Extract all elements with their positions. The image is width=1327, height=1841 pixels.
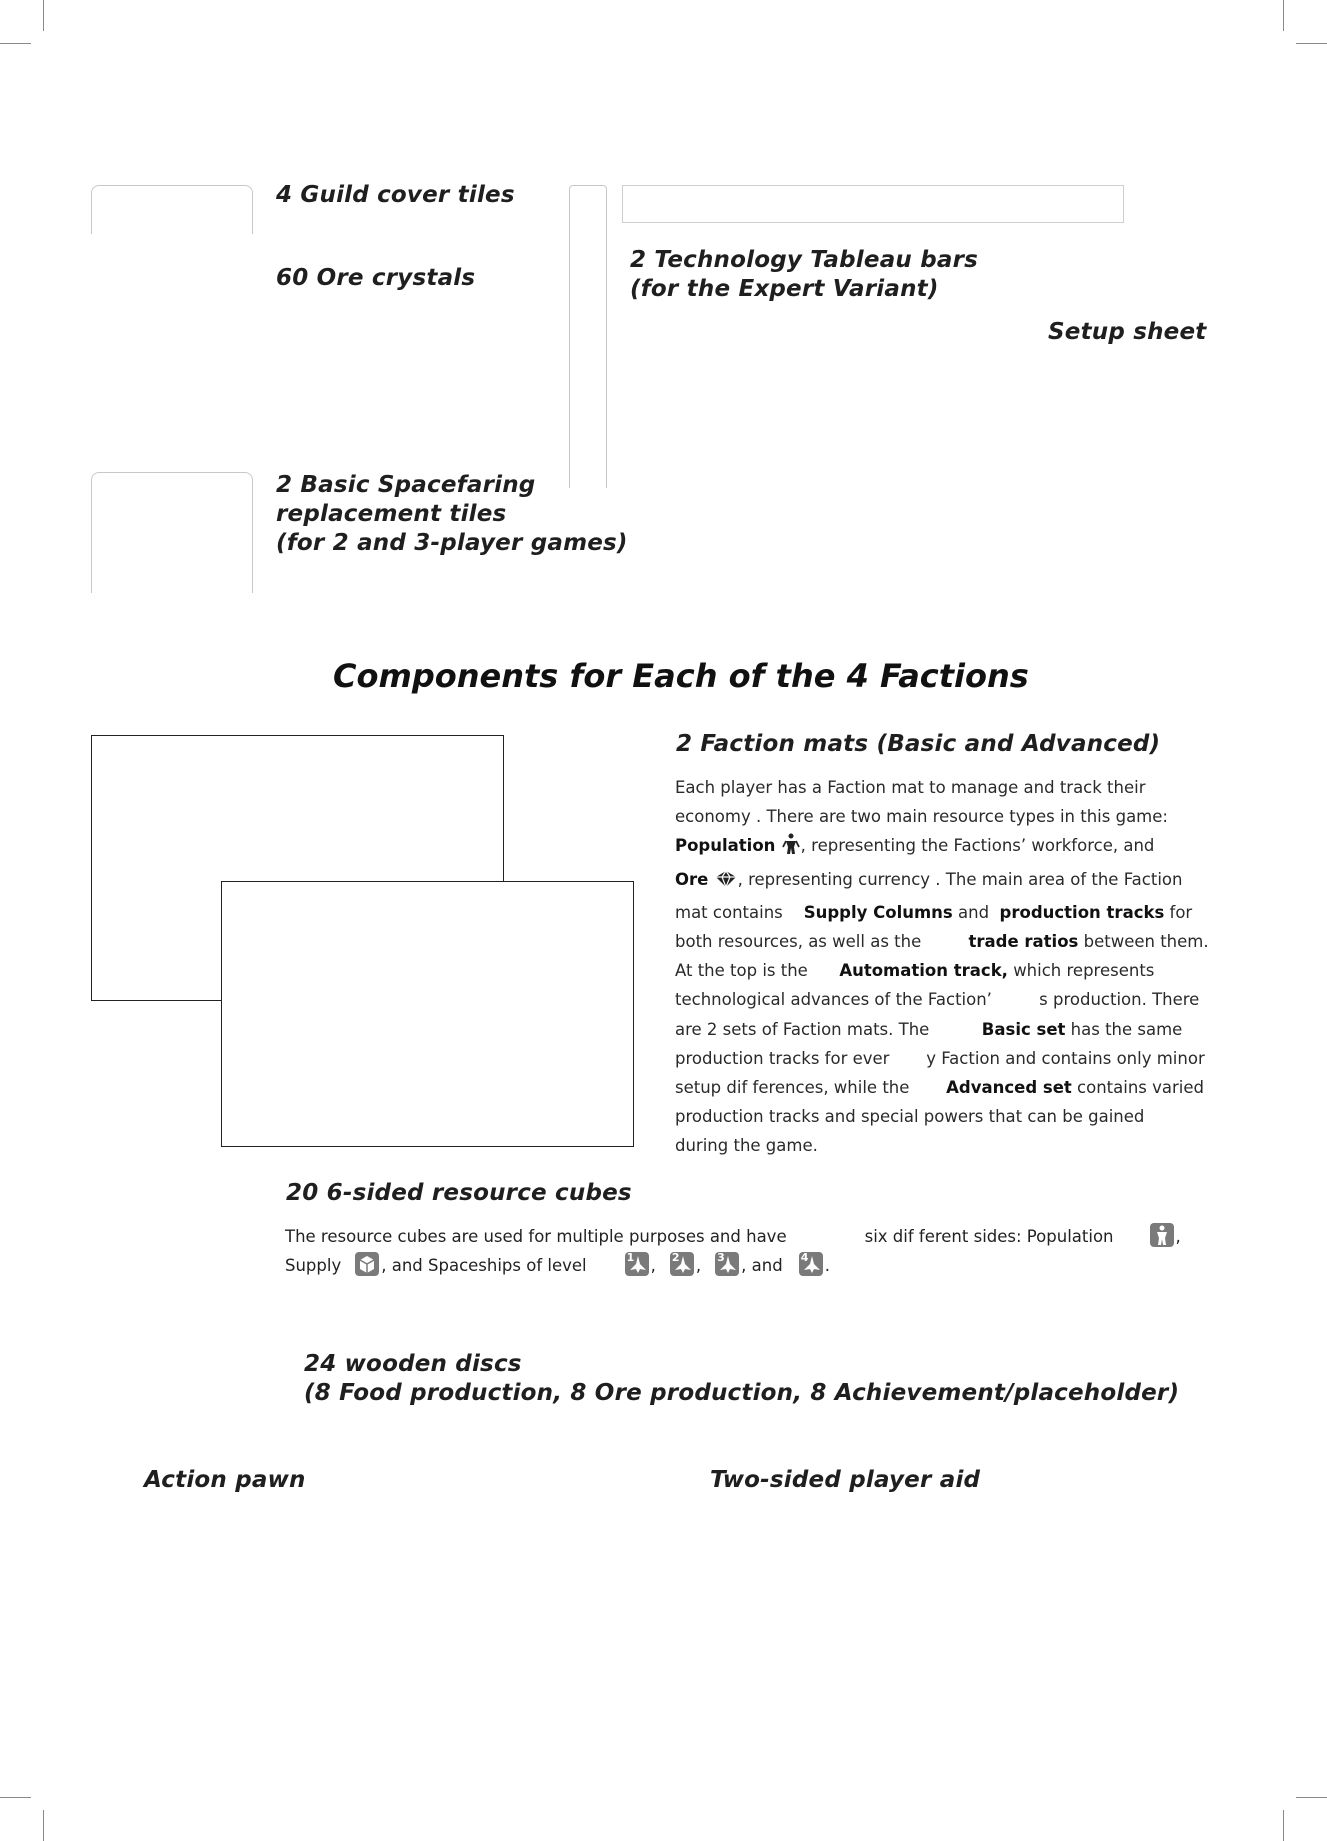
paragraph-line: Population , representing the Factions’ workforce, and (675, 831, 1235, 864)
population-icon (781, 833, 801, 864)
paragraph-line: production tracks for ever y Faction and contains only minor (675, 1048, 1205, 1068)
replacement-tiles-caption-line1: 2 Basic Spacefaring (276, 472, 536, 498)
paragraph-line: Each player has a Faction mat to manage and track their (675, 778, 1146, 797)
tech-tableau-bar-image (569, 185, 607, 488)
replacement-tiles-caption-line2: replacement tiles (276, 501, 507, 527)
action-pawn-caption: Action pawn (144, 1467, 306, 1493)
wooden-discs-caption-line1: 24 wooden discs (304, 1351, 522, 1377)
faction-mats-caption: 2 Faction mats (Basic and Advanced) (676, 731, 1161, 757)
tech-bars-caption-line2: (for the Expert Variant) (630, 276, 939, 302)
crop-mark (1296, 1797, 1327, 1798)
spaceship-level-3-icon: 3 (715, 1252, 739, 1276)
crop-mark (1283, 1810, 1284, 1841)
player-aid-caption: Two-sided player aid (710, 1467, 981, 1493)
replacement-tiles-caption-line3: (for 2 and 3-player games) (276, 530, 628, 556)
guild-cover-tile-image (91, 185, 253, 234)
resource-cubes-line2: Supply , and Spaceships of level 1 , 2 , 3 , and 4 . (285, 1251, 830, 1275)
crop-mark (43, 0, 44, 31)
ore-icon (714, 869, 738, 898)
wooden-discs-caption-line2: (8 Food production, 8 Ore production, 8 Achievement/placeholder) (304, 1380, 1180, 1406)
population-cube-icon (1150, 1223, 1174, 1247)
crop-mark (0, 43, 31, 44)
paragraph-line: during the game. (675, 1136, 818, 1156)
resource-cubes-caption: 20 6-sided resource cubes (286, 1180, 632, 1206)
resource-cubes-line1: The resource cubes are used for multiple purposes and have six dif ferent sides: Population , (285, 1222, 1181, 1251)
tech-tableau-bar-outline (622, 185, 1124, 223)
guild-cover-tiles-caption: 4 Guild cover tiles (276, 182, 515, 208)
crop-mark (43, 1810, 44, 1841)
spaceship-level-2-icon: 2 (670, 1252, 694, 1276)
advanced-faction-mat-image (221, 881, 634, 1147)
replacement-tile-image (91, 472, 253, 593)
faction-mats-description (675, 773, 1235, 1161)
ore-crystals-caption: 60 Ore crystals (276, 265, 476, 291)
spaceship-level-4-icon: 4 (799, 1252, 823, 1276)
paragraph-line: setup dif ferences, while the Advanced set contains varied (675, 1078, 1204, 1098)
crop-mark (0, 1797, 31, 1798)
supply-cube-icon (355, 1252, 379, 1276)
paragraph-line: technological advances of the Faction’ s production. There (675, 990, 1200, 1010)
paragraph-line: mat contains Supply Columns and production tracks for (675, 902, 1193, 922)
paragraph-line: Ore , representing currency . The main area of the Faction (675, 865, 1235, 898)
paragraph-line: are 2 sets of Faction mats. The Basic set has the same (675, 1019, 1183, 1039)
tech-bars-caption-line1: 2 Technology Tableau bars (630, 247, 979, 273)
paragraph-line: economy . There are two main resource types in this game: (675, 807, 1168, 827)
paragraph-line: both resources, as well as the trade ratios between them. (675, 932, 1209, 952)
paragraph-line: production tracks and special powers that can be gained (675, 1107, 1145, 1127)
paragraph-line: At the top is the Automation track, which represents (675, 961, 1155, 981)
setup-sheet-caption: Setup sheet (1048, 319, 1207, 345)
crop-mark (1296, 43, 1327, 44)
faction-components-heading: Components for Each of the 4 Factions (333, 657, 1029, 695)
spaceship-level-1-icon: 1 (625, 1252, 649, 1276)
crop-mark (1283, 0, 1284, 31)
